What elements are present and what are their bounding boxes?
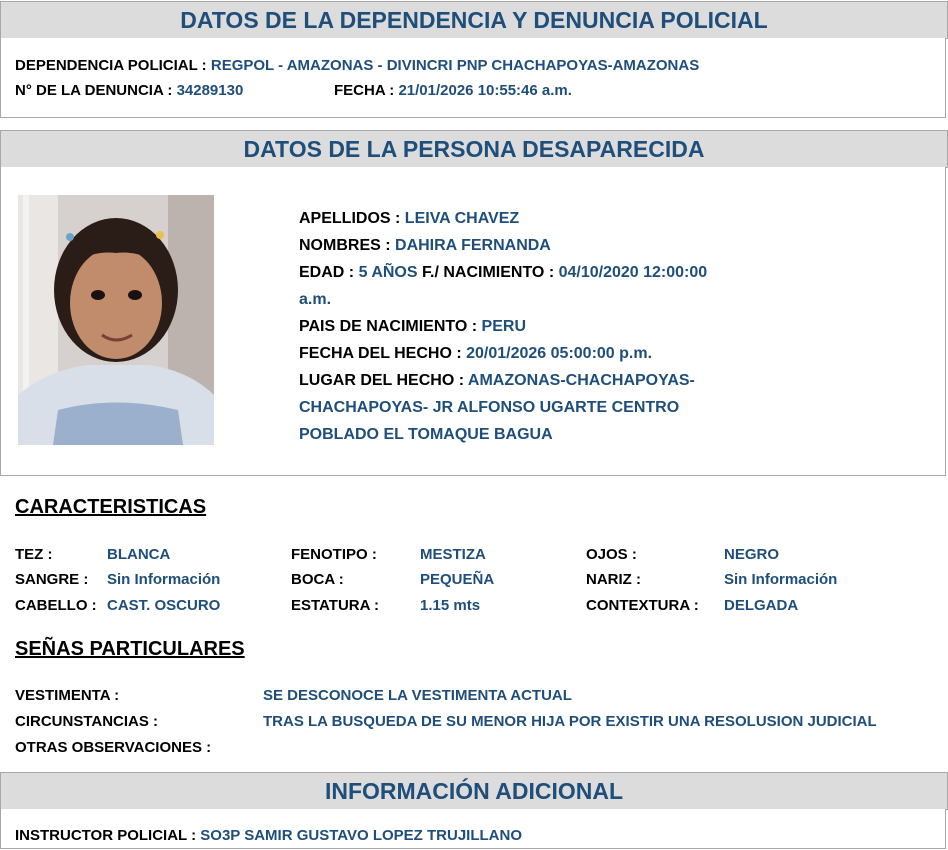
pais-value: PERU — [481, 318, 526, 335]
denuncia-panel — [0, 38, 946, 118]
person-photo — [18, 195, 214, 445]
lugar-label: LUGAR DEL HECHO : — [299, 372, 465, 389]
persona-info — [299, 205, 769, 448]
apellidos-row — [299, 205, 769, 232]
dependencia-value: REGPOL - AMAZONAS - DIVINCRI PNP CHACHAPOYAS-AMAZONAS — [210, 57, 700, 74]
lugar-value-line2: CHACHAPOYAS- JR ALFONSO UGARTE CENTRO — [299, 399, 680, 416]
estatura-label: ESTATURA : — [291, 597, 380, 614]
circunstancias-label: CIRCUNSTANCIAS : — [15, 713, 159, 730]
nombres-label: NOMBRES : — [299, 237, 391, 254]
lugar-value-line3: POBLADO EL TOMAQUE BAGUA — [299, 426, 553, 443]
apellidos-value: LEIVA CHAVEZ — [404, 210, 520, 227]
section-header-denuncia: DATOS DE LA DEPENDENCIA Y DENUNCIA POLICIAL — [0, 1, 948, 39]
pais-label: PAIS DE NACIMIENTO : — [299, 318, 478, 335]
ojos-label: OJOS : — [586, 546, 637, 563]
nariz-value: Sin Información — [724, 571, 838, 588]
nacimiento-value: 04/10/2020 12:00:00 — [558, 264, 708, 281]
contextura-label: CONTEXTURA : — [586, 597, 699, 614]
numero-row — [15, 82, 243, 99]
boca-value: PEQUEÑA — [420, 571, 495, 588]
sangre-label: SANGRE : — [15, 571, 89, 588]
instructor-label: INSTRUCTOR POLICIAL : — [15, 827, 197, 844]
fecha-hecho-value: 20/01/2026 05:00:00 p.m. — [466, 345, 653, 362]
dependencia-label: DEPENDENCIA POLICIAL : — [15, 57, 207, 74]
sangre-value: Sin Información — [107, 571, 221, 588]
fecha-hecho-row — [299, 340, 769, 367]
contextura-value: DELGADA — [724, 597, 799, 614]
adicional-panel — [0, 809, 946, 849]
dependencia-row — [15, 57, 699, 74]
caracteristicas-title: CARACTERISTICAS — [15, 496, 207, 518]
vestimenta-value: SE DESCONOCE LA VESTIMENTA ACTUAL — [263, 687, 572, 704]
senas-title: SEÑAS PARTICULARES — [15, 638, 245, 660]
fenotipo-label: FENOTIPO : — [291, 546, 377, 563]
numero-value: 34289130 — [176, 82, 244, 99]
pais-row — [299, 313, 769, 340]
nacimiento-label: F./ NACIMIENTO : — [422, 264, 555, 281]
estatura-value: 1.15 mts — [420, 597, 481, 614]
nacimiento-value-continued: a.m. — [299, 291, 332, 308]
vestimenta-label: VESTIMENTA : — [15, 687, 120, 704]
tez-label: TEZ : — [15, 546, 53, 563]
fecha-hecho-label: FECHA DEL HECHO : — [299, 345, 462, 362]
fenotipo-value: MESTIZA — [420, 546, 486, 563]
ojos-value: NEGRO — [724, 546, 780, 563]
cabello-label: CABELLO : — [15, 597, 97, 614]
nombres-row — [299, 232, 769, 259]
numero-label: N° DE LA DENUNCIA : — [15, 82, 173, 99]
lugar-value: AMAZONAS-CHACHAPOYAS- — [467, 372, 695, 389]
child-portrait-image — [18, 195, 214, 445]
nariz-label: NARIZ : — [586, 571, 641, 588]
cabello-value: CAST. OSCURO — [107, 597, 221, 614]
section-header-persona: DATOS DE LA PERSONA DESAPARECIDA — [0, 130, 948, 168]
circunstancias-value: TRAS LA BUSQUEDA DE SU MENOR HIJA POR EXISTIR UNA RESOLUSION JUDICIAL — [263, 713, 877, 730]
lugar-row — [299, 367, 769, 394]
nombres-value: DAHIRA FERNANDA — [395, 237, 551, 254]
instructor-row — [15, 827, 522, 844]
fecha-row — [334, 82, 572, 99]
edad-row — [299, 259, 769, 286]
edad-label: EDAD : — [299, 264, 355, 281]
tez-value: BLANCA — [107, 546, 171, 563]
instructor-value: SO3P SAMIR GUSTAVO LOPEZ TRUJILLANO — [200, 827, 522, 844]
edad-value: 5 AÑOS — [358, 264, 418, 281]
boca-label: BOCA : — [291, 571, 344, 588]
fecha-value: 21/01/2026 10:55:46 a.m. — [398, 82, 572, 99]
fecha-label: FECHA : — [334, 82, 395, 99]
apellidos-label: APELLIDOS : — [299, 210, 401, 227]
otras-observaciones-label: OTRAS OBSERVACIONES : — [15, 739, 212, 756]
section-header-adicional: INFORMACIÓN ADICIONAL — [0, 772, 948, 810]
